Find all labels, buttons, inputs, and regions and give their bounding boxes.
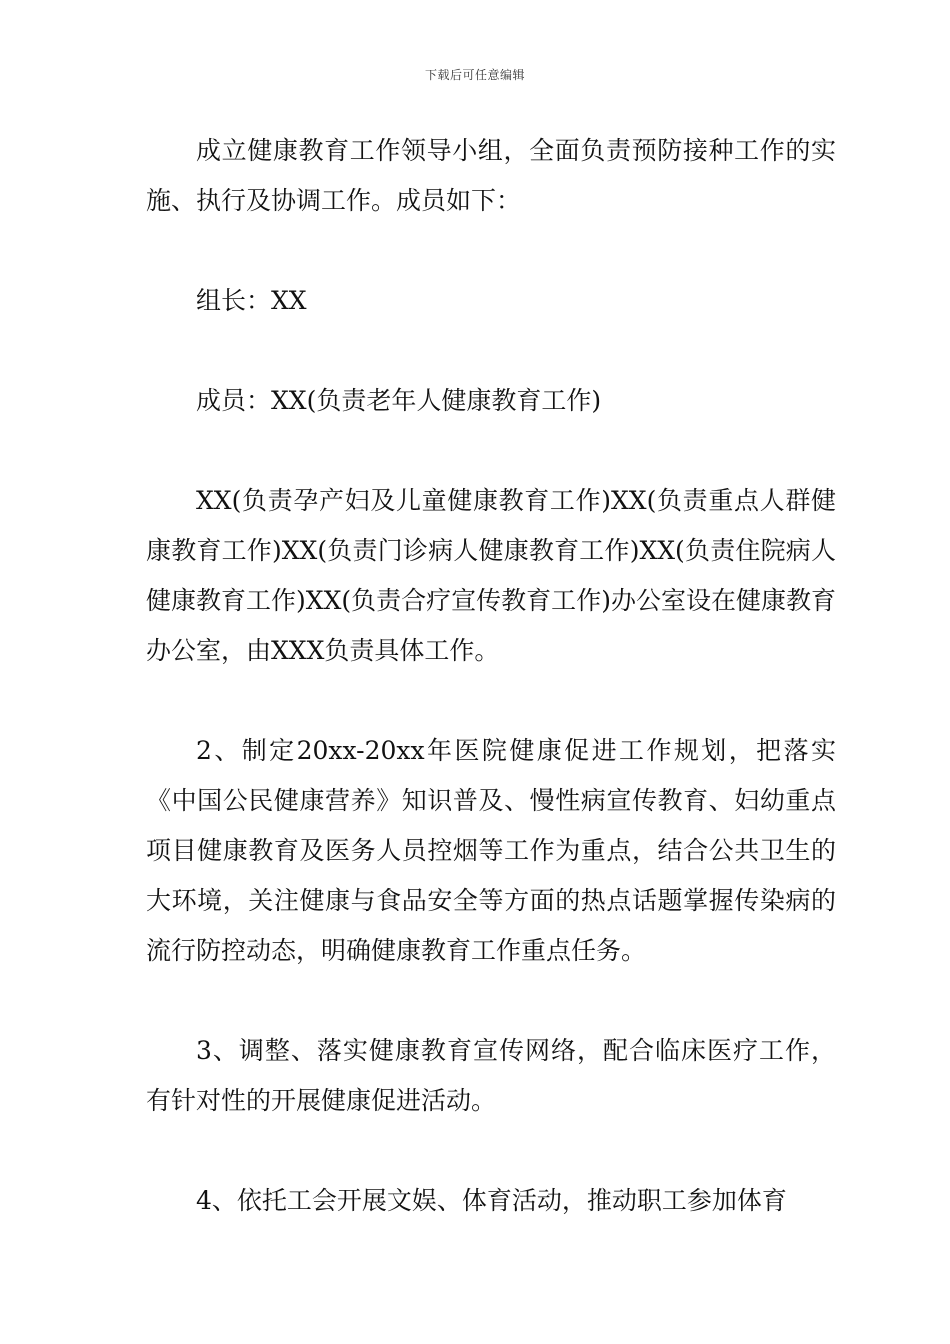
paragraph-leadership-group: 成立健康教育工作领导小组，全面负责预防接种工作的实施、执行及协调工作。成员如下： (146, 136, 836, 215)
paragraph-group-leader: 组长：XX (196, 286, 307, 315)
paragraph-spacer (146, 426, 836, 476)
document-body (146, 126, 836, 1226)
paragraph-member-duties: XX(负责孕产妇及儿童健康教育工作)XX(负责重点人群健康教育工作)XX(负责门诊病人健康教育工作)XX(负责住院病人健康教育工作)XX(负责合疗宣传教育工作)办公室设在健康教育办公室，由XXX负责具体工作。 (146, 486, 836, 665)
paragraph-spacer (146, 976, 836, 1026)
paragraph-spacer (146, 226, 836, 276)
paragraph-item-4: 4、依托工会开展文娱、体育活动，推动职工参加体育 (196, 1186, 787, 1215)
header-note: 下载后可任意编辑 (424, 68, 525, 82)
paragraph-spacer (146, 1126, 836, 1176)
paragraph-item-2: 2、制定20xx-20xx年医院健康促进工作规划，把落实《中国公民健康营养》知识普及、慢性病宣传教育、妇幼重点项目健康教育及医务人员控烟等工作为重点，结合公共卫生的大环境，关注健康与食品安全等方面的热点话题掌握传染病的流行防控动态，明确健康教育工作重点任务。 (146, 736, 836, 965)
paragraph-spacer (146, 676, 836, 726)
paragraph-item-3: 3、调整、落实健康教育宣传网络，配合临床医疗工作，有针对性的开展健康促进活动。 (146, 1036, 836, 1115)
paragraph-spacer (146, 326, 836, 376)
paragraph-members: 成员：XX(负责老年人健康教育工作) (196, 386, 602, 415)
